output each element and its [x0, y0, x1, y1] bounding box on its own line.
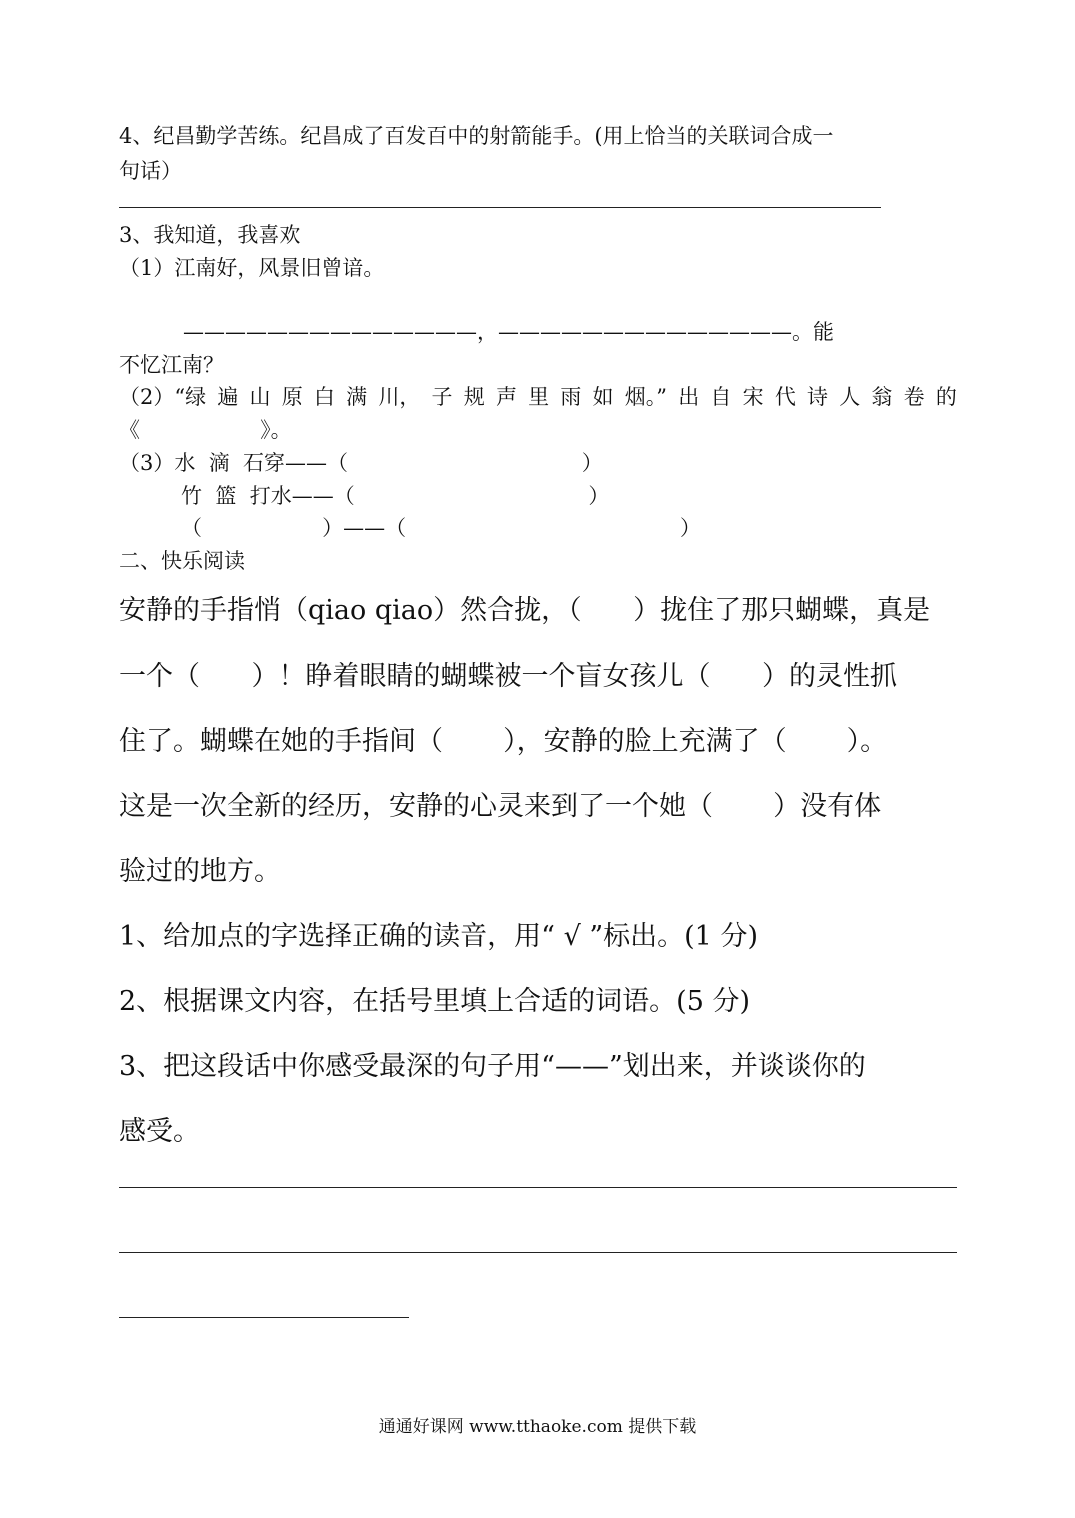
poem-question-2-char: 的 [935, 385, 957, 409]
reading-question-3-line-1: 3、把这段话中你感受最深的句子用“——”划出来，并谈谈你的 [119, 1051, 866, 1082]
answer-line [119, 1187, 957, 1188]
question-4-line-1: 4、纪昌勤学苦练。纪昌成了百发百中的射箭能手。(用上恰当的关联词合成一 [119, 124, 834, 148]
poem-question-2-char: 卷 [903, 385, 925, 409]
poem-question-2-char: 人 [839, 385, 861, 409]
poem-question-2-char: 声 [495, 385, 517, 409]
page-footer: 通通好课网 www.tthaoke.com 提供下载 [378, 1417, 697, 1437]
poem-question-2-char: （2）“绿 [119, 385, 207, 409]
reading-heading: 二、快乐阅读 [119, 549, 245, 573]
poem-question-2-char: 雨 [560, 385, 582, 409]
poem-fill-end: 不忆江南？ [119, 353, 224, 377]
poem-question-2-char: 翁 [871, 385, 893, 409]
answer-line [119, 207, 881, 208]
poem-question-2-line-2: 《 》。 [119, 418, 292, 442]
reading-para-line-2: 一个（ ）！睁着眼睛的蝴蝶被一个盲女孩儿（ ）的灵性抓 [119, 661, 897, 692]
poem-question-2-char: 烟。” [624, 385, 667, 409]
idiom-question-line-1: （3）水 滴 石穿——（ ） [119, 451, 603, 475]
idiom-question-line-2: 竹 篮 打水——（ ） [181, 484, 610, 508]
section-3-heading: 3、我知道，我喜欢 [119, 223, 301, 247]
idiom-question-line-3: （ ）——（ ） [181, 516, 701, 540]
poem-question-2-char: 山 [249, 385, 271, 409]
poem-question-2-char: 代 [774, 385, 796, 409]
poem-question-2-char: 白 [313, 385, 335, 409]
reading-para-line-4: 这是一次全新的经历，安静的心灵来到了一个她（ ）没有体 [119, 791, 882, 822]
poem-question-2-line-1 [119, 381, 957, 411]
poem-question-2-char: 里 [528, 385, 550, 409]
poem-question-2-char: 原 [281, 385, 303, 409]
poem-question-2-char: 如 [592, 385, 614, 409]
poem-question-2-char: 遍 [217, 385, 239, 409]
answer-line [119, 1252, 957, 1253]
poem-question-2-char: 川， [378, 385, 421, 409]
poem-question-2-char: 宋 [742, 385, 764, 409]
poem-question-2-char: 子 [431, 385, 453, 409]
poem-question-2-char: 满 [346, 385, 368, 409]
answer-line [119, 1317, 409, 1318]
poem-fill-blank-line: ——————————————，——————————————。能 [183, 320, 834, 344]
question-4-line-2: 句话） [119, 159, 182, 183]
poem-question-2-char: 出 [678, 385, 700, 409]
reading-question-1: 1、给加点的字选择正确的读音，用“ √ ”标出。(1 分) [119, 921, 758, 952]
reading-question-2: 2、根据课文内容，在括号里填上合适的词语。(5 分) [119, 986, 751, 1017]
poem-question-2-char: 自 [710, 385, 732, 409]
reading-para-line-5: 验过的地方。 [119, 856, 281, 887]
poem-question-2-char: 规 [463, 385, 485, 409]
poem-question-2-char: 诗 [807, 385, 829, 409]
poem-question-1: （1）江南好，风景旧曾谙。 [119, 256, 385, 280]
reading-para-line-1: 安静的手指悄（qiao qiao）然合拢，（ ）拢住了那只蝴蝶，真是 [119, 595, 931, 626]
reading-para-line-3: 住了。蝴蝶在她的手指间（ ），安静的脸上充满了（ ）。 [119, 726, 888, 757]
reading-question-3-line-2: 感受。 [119, 1116, 200, 1147]
